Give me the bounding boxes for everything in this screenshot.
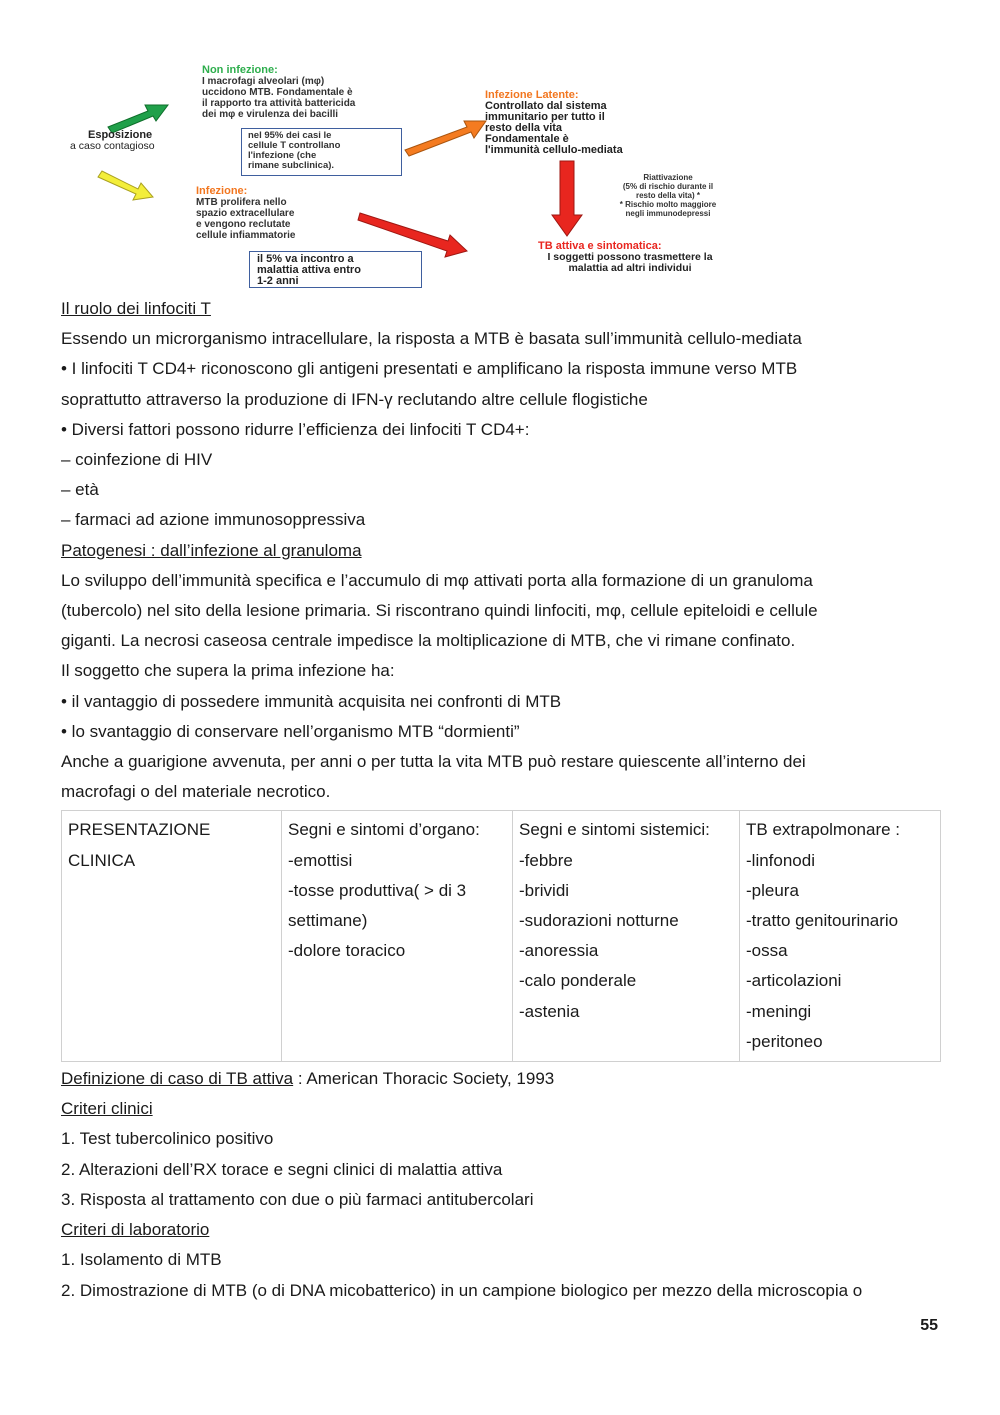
cell-line: -febbre [519, 850, 573, 870]
infezione-title: Infezione: [196, 185, 248, 197]
box-5-line: 1-2 anni [257, 275, 299, 287]
latente-line: resto della vita [485, 122, 563, 134]
latente-line: l'immunità cellulo-mediata [485, 144, 623, 156]
table-cell-presentazione [62, 811, 282, 1062]
latente-line: immunitario per tutto il [485, 111, 605, 123]
cell-line: -articolazioni [746, 971, 842, 991]
riattivazione-title: Riattivazione [643, 173, 693, 182]
numbered-item: 1. Test tubercolinico positivo [61, 1129, 274, 1149]
paragraph-line: soprattutto attraverso la produzione di IFN-γ reclutando altre cellule flogistiche [61, 389, 648, 409]
cell-line: -anoressia [519, 941, 599, 961]
red-down-arrow-icon [552, 161, 582, 236]
yellow-arrow-icon [98, 171, 153, 200]
numbered-item: 1. Isolamento di MTB [61, 1250, 222, 1270]
definizione-line [61, 1064, 941, 1094]
box-95-percent [241, 128, 402, 176]
tb-attiva-line: malattia ad altri individui [568, 262, 692, 274]
page-number: 55 [920, 1317, 938, 1334]
cell-line: -brividi [519, 880, 570, 900]
latente-title: Infezione Latente: [485, 89, 579, 101]
clinical-presentation-table [61, 810, 941, 1062]
paragraph-line: giganti. La necrosi caseosa centrale impedisce la moltiplicazione di MTB, che vi rimane confinato. [61, 631, 796, 651]
dash-item: – coinfezione di HIV [61, 450, 213, 470]
box-95-line: cellule T controllano [248, 140, 341, 151]
cell-line: CLINICA [68, 850, 136, 870]
bullet-line: • I linfociti T CD4+ riconoscono gli antigeni presentati e amplificano la risposta immune verso MTB [61, 359, 798, 379]
bullet-line: • Diversi fattori possono ridurre l’efficienza dei linfociti T CD4+: [61, 419, 530, 439]
box-95-line: l'infezione (che [248, 150, 317, 161]
riattivazione-line: negli immunodepressi [625, 209, 711, 218]
table-cell-organo [282, 811, 513, 1062]
riattivazione-line: (5% di rischio durante il [622, 182, 714, 191]
cell-line: -linfonodi [746, 850, 815, 870]
non-infezione-title: Non infezione: [202, 64, 278, 76]
cell-line: -astenia [519, 1001, 580, 1021]
non-infezione-line: il rapporto tra attività battericida [202, 98, 356, 109]
riattivazione-block [598, 173, 738, 218]
heading-criteri-clinici: Criteri clinici [61, 1099, 153, 1119]
table-cell-sistemici [513, 811, 740, 1062]
infezione-line: MTB prolifera nello [196, 197, 287, 208]
latente-line: Fondamentale è [485, 133, 569, 145]
dash-item: – età [61, 480, 99, 500]
numbered-item: 3. Risposta al trattamento con due o più farmaci antitubercolari [61, 1189, 534, 1209]
infezione-line: cellule infiammatorie [196, 230, 296, 241]
riattivazione-line: * Rischio molto maggiore [619, 200, 717, 209]
cell-line: -peritoneo [746, 1031, 823, 1051]
cell-line: -dolore toracico [288, 941, 406, 961]
page-content [61, 294, 941, 1306]
box-5-line: malattia attiva entro [257, 264, 361, 276]
bullet-line: • lo svantaggio di conservare nell’organismo MTB “dormienti” [61, 721, 520, 741]
cell-line: settimane) [288, 911, 368, 931]
heading-definizione: Definizione di caso di TB attiva [61, 1069, 294, 1089]
paragraph-line: Essendo un microrganismo intracellulare, la risposta a MTB è basata sull’immunità cellulo-mediata [61, 329, 802, 349]
tb-natural-history-diagram [60, 55, 760, 290]
bullet-line: • il vantaggio di possedere immunità acquisita nei confronti di MTB [61, 691, 562, 711]
infezione-line: spazio extracellulare [196, 208, 295, 219]
cell-line: -tratto genitourinario [746, 911, 899, 931]
paragraph-line: (tubercolo) nel sito della lesione primaria. Si riscontrano quindi linfociti, mφ, cellule epiteloidi e cellule [61, 601, 818, 621]
paragraph-line: macrofagi o del materiale necrotico. [61, 782, 331, 802]
orange-arrow-icon [405, 121, 486, 156]
tb-attiva-title: TB attiva e sintomatica: [538, 240, 662, 252]
box-5-line: il 5% va incontro a [257, 253, 354, 265]
table-row [62, 811, 941, 1062]
definizione-source: : American Thoracic Society, 1993 [293, 1069, 555, 1089]
table-cell-extrapolmonare [740, 811, 941, 1062]
esposizione-sub: a caso contagioso [70, 140, 155, 152]
cell-line: -meningi [746, 1001, 812, 1021]
cell-line: Segni e sintomi d’organo: [288, 820, 480, 840]
box-95-line: nel 95% dei casi le [248, 130, 332, 141]
cell-line: -sudorazioni notturne [519, 911, 679, 931]
numbered-item: 2. Alterazioni dell’RX torace e segni clinici di malattia attiva [61, 1159, 503, 1179]
heading-patogenesi: Patogenesi : dall’infezione al granuloma [61, 540, 362, 560]
tb-attiva-text [510, 252, 750, 274]
cell-line: -ossa [746, 941, 788, 961]
non-infezione-line: I macrofagi alveolari (mφ) [202, 76, 325, 87]
infezione-text [196, 197, 295, 241]
dash-item: – farmaci ad azione immunosoppressiva [61, 510, 366, 530]
cell-line: -pleura [746, 880, 799, 900]
infezione-line: e vengono reclutate [196, 219, 291, 230]
cell-line: -calo ponderale [519, 971, 637, 991]
non-infezione-line: uccidono MTB. Fondamentale è [202, 87, 353, 98]
cell-line: -tosse produttiva( > di 3 [288, 880, 467, 900]
esposizione-title: Esposizione [88, 129, 153, 141]
heading-criteri-laboratorio: Criteri di laboratorio [61, 1220, 210, 1240]
box-5-percent [249, 251, 422, 288]
cell-line: Segni e sintomi sistemici: [519, 820, 710, 840]
cell-line: PRESENTAZIONE [68, 820, 211, 840]
non-infezione-text [202, 76, 417, 120]
non-infezione-line: dei mφ e virulenza dei bacilli [202, 109, 339, 120]
box-95-line: rimane subclinica). [248, 160, 335, 171]
paragraph-line: Anche a guarigione avvenuta, per anni o per tutta la vita MTB può restare quiescente all’interno dei [61, 752, 806, 772]
riattivazione-line: resto della vita) * [635, 191, 701, 200]
cell-line: TB extrapolmonare : [746, 820, 901, 840]
numbered-item: 2. Dimostrazione di MTB (o di DNA micobatterico) in un campione biologico per mezzo della microscopia o [61, 1280, 863, 1300]
latente-line: Controllato dal sistema [485, 100, 607, 112]
paragraph-line: Il soggetto che supera la prima infezione ha: [61, 661, 395, 681]
paragraph-line: Lo sviluppo dell’immunità specifica e l’accumulo di mφ attivati porta alla formazione di un granuloma [61, 570, 813, 590]
cell-line: -emottisi [288, 850, 353, 870]
heading-linfociti: Il ruolo dei linfociti T [61, 299, 211, 318]
latente-text [485, 101, 623, 156]
tb-attiva-line: I soggetti possono trasmettere la [547, 251, 713, 263]
